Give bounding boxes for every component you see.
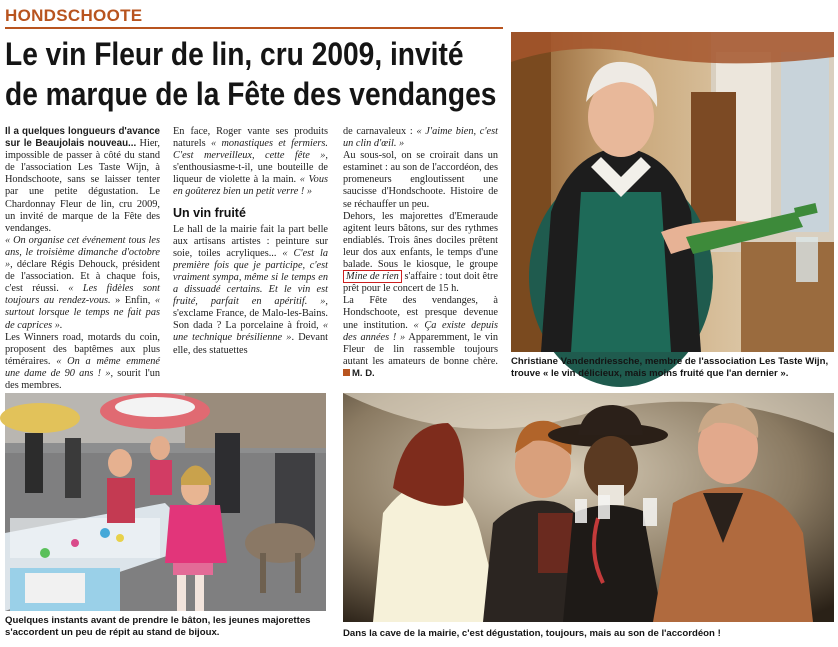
body-text: , déclare Régis Dehouck, président de l'association. Et à chaque fois, c'est réussi. <box>5 259 160 295</box>
photo-majorettes-illustration <box>5 393 326 611</box>
quote: « J'aime bien, c'est un clin d'œil. » <box>343 126 498 150</box>
body-text: Dehors, les majorettes d'Emeraude agitent leurs bâtons, sur des rythmes endiablés. Trois ânes dociles prêtent leur dos aux enfants, le temps d'une balade. Sous le kiosque, le groupe <box>343 210 498 271</box>
photo-cellar-toast <box>343 393 834 622</box>
photo-cellar-toast-illustration <box>343 393 834 622</box>
signature-square-icon <box>343 369 350 376</box>
body-text: Le hall de la mairie fait la part belle aux artisans artistes : peinture sur soie, toiles acryliques... <box>173 223 328 259</box>
article-column-1 <box>5 126 161 391</box>
article-column-2 <box>173 126 328 384</box>
photo-woman-pouring-wine-illustration <box>511 32 834 352</box>
caption-majorettes: Quelques instants avant de prendre le bâton, les jeunes majorettes s'accordent un peu de répit au stand de bijoux. <box>5 615 311 638</box>
subheading: Un vin fruité <box>173 205 246 220</box>
body-text: , s'enthousiasme-t-il, une bouteille de liqueur de violette à la main. <box>173 150 328 186</box>
rubric-divider <box>5 27 503 29</box>
quote: « Ça existe depuis des années ! » <box>343 319 498 343</box>
author-signature <box>343 368 375 379</box>
paragraph: Au sous-sol, on se croirait dans un estaminet : au son de l'accordéon, des promeneurs engloutissent une saucisse d'Hondschoote. Histoire de se réchauffer un peu. <box>343 150 498 210</box>
article-column-3 <box>343 126 498 384</box>
paragraph <box>173 224 328 357</box>
quote: « Les fidèles sont toujours au rendez-vous. <box>5 283 161 307</box>
headline-line-2: de marque de la Fête des vendanges <box>5 76 497 112</box>
photo-majorettes-jewelry-stand <box>5 393 326 611</box>
band-name-highlight: Mine de rien <box>343 270 402 283</box>
lead-paragraph <box>5 126 160 235</box>
body-text: Apparemment, le vin Fleur de lin rassemble toujours autant les amateurs de bonne chère. <box>343 331 498 367</box>
headline-line-1: Le vin Fleur de lin, cru 2009, invité <box>5 36 464 72</box>
quote: « On organise cet événement tous les ans, le troisième dimanche d'octobre » <box>5 234 160 271</box>
paragraph <box>343 211 498 296</box>
body-text: . Devant elle, des statuettes <box>173 332 328 356</box>
body-text: En face, Roger vante ses produits naturels <box>173 126 328 150</box>
body-text: Les Winners road, motards du coin, proposent des baptêmes aux plus téméraires. <box>5 331 160 367</box>
body-text: , sourit l'un des membres. <box>5 367 160 391</box>
quote: « On a même emmené une dame de 90 ans ! » <box>5 355 160 379</box>
body-text: La Fête des vendanges, à Hondschoote, est presque devenue une institution. <box>343 295 498 331</box>
quote: « Vous en goûterez bien un petit verre ! » <box>173 174 328 198</box>
paragraph <box>343 295 498 380</box>
section-rubric: HONDSCHOOTE <box>5 6 143 25</box>
caption-woman-pouring-wine: Christiane Vandendriessche, membre de l'association Les Taste Wijn, trouve « le vin délicieux, mais moins fruité que l'an dernier ». <box>511 356 829 379</box>
quote: « C'est la première fois que je participe, c'est vraiment sympa, même si le temps en a dissuadé certains. Et le vin est fruité, parfait en apéritif. » <box>173 247 328 308</box>
paragraph <box>173 126 328 199</box>
body-text: de carnavaleux : <box>343 126 417 137</box>
body-text: s'affaire : tout doit être prêt pour le concert de 15 h. <box>343 271 498 295</box>
lead-text: Hier, impossible de passer à côté du stand de l'association Les Taste Wijn, à Hondschoote, sans se laisser tenter par une petite dégustation. Le Chardonnay Fleur de lin, cru 2009, un invité de marque de la Fête des vendanges. <box>5 138 160 234</box>
quote: « monastiques et fermiers. C'est merveilleux, cette fête » <box>173 138 329 162</box>
lead-intro: Il a quelques longueurs d'avance sur le Beaujolais nouveau... <box>5 126 160 150</box>
body-text: , s'exclame France, de Malo-les-Bains. Son dada ? La porcelaine à froid, <box>173 296 328 332</box>
paragraph <box>5 332 160 392</box>
quote: « surtout lorsque le temps ne fait pas de caprices ». <box>5 295 160 331</box>
photo-woman-pouring-wine <box>511 32 834 352</box>
signature-text: M. D. <box>352 367 375 379</box>
body-text: » Enfin, <box>110 295 155 307</box>
headline <box>5 34 497 114</box>
paragraph <box>343 126 498 150</box>
caption-cellar: Dans la cave de la mairie, c'est dégustation, toujours, mais au son de l'accordéon ! <box>343 628 721 639</box>
quote: « une technique brésilienne » <box>173 320 328 344</box>
paragraph <box>5 235 160 332</box>
